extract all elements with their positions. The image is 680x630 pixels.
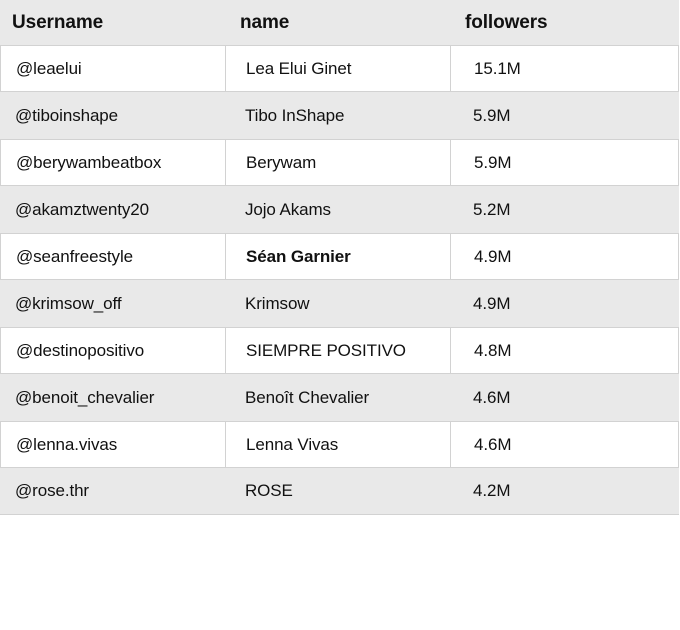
followers-cell: 5.9M	[474, 152, 512, 172]
followers-cell: 4.6M	[474, 434, 512, 454]
header-cell-username: Username	[12, 11, 104, 33]
table-row	[0, 327, 679, 374]
table-row	[0, 280, 679, 327]
username-cell: @seanfreestyle	[1, 234, 226, 279]
username-cell: @rose.thr	[15, 481, 89, 500]
followers-cell: 4.8M	[474, 340, 512, 360]
username-cell: @destinopositivo	[1, 328, 226, 373]
name-cell: SIEMPRE POSITIVO	[226, 328, 451, 373]
name-cell: Benoît Chevalier	[245, 387, 370, 407]
username-cell: @berywambeatbox	[1, 140, 226, 185]
username-cell: @benoit_chevalier	[15, 387, 155, 407]
name-cell: Lea Elui Ginet	[226, 46, 451, 91]
username-cell: @krimsow_off	[15, 293, 122, 313]
name-cell: Jojo Akams	[245, 199, 331, 219]
table-row	[0, 233, 679, 280]
table-row	[0, 421, 679, 468]
name-cell: ROSE	[245, 481, 293, 500]
name-cell: Krimsow	[245, 293, 310, 313]
table-row	[0, 468, 679, 515]
username-cell: @akamztwenty20	[15, 199, 149, 219]
name-cell: Lenna Vivas	[226, 422, 451, 467]
username-cell: @tiboinshape	[15, 105, 119, 125]
followers-cell: 5.9M	[473, 105, 511, 125]
followers-cell: 4.2M	[473, 481, 511, 500]
followers-cell: 4.9M	[474, 246, 512, 266]
name-cell: Tibo InShape	[245, 105, 345, 125]
name-cell: Séan Garnier	[226, 234, 451, 279]
followers-cell: 4.6M	[473, 387, 511, 407]
username-cell: @lenna.vivas	[1, 422, 226, 467]
username-cell: @leaelui	[1, 46, 226, 91]
table-row	[0, 186, 679, 233]
header-cell-followers: followers	[465, 11, 548, 33]
header-cell-name: name	[240, 11, 290, 33]
followers-cell: 4.9M	[473, 293, 511, 313]
table-row	[0, 139, 679, 186]
name-cell: Berywam	[226, 140, 451, 185]
followers-cell: 15.1M	[474, 58, 521, 78]
table-row	[0, 92, 679, 139]
table-row	[0, 45, 679, 92]
table-header-row	[0, 0, 679, 45]
followers-cell: 5.2M	[473, 199, 511, 219]
table-row	[0, 374, 679, 421]
